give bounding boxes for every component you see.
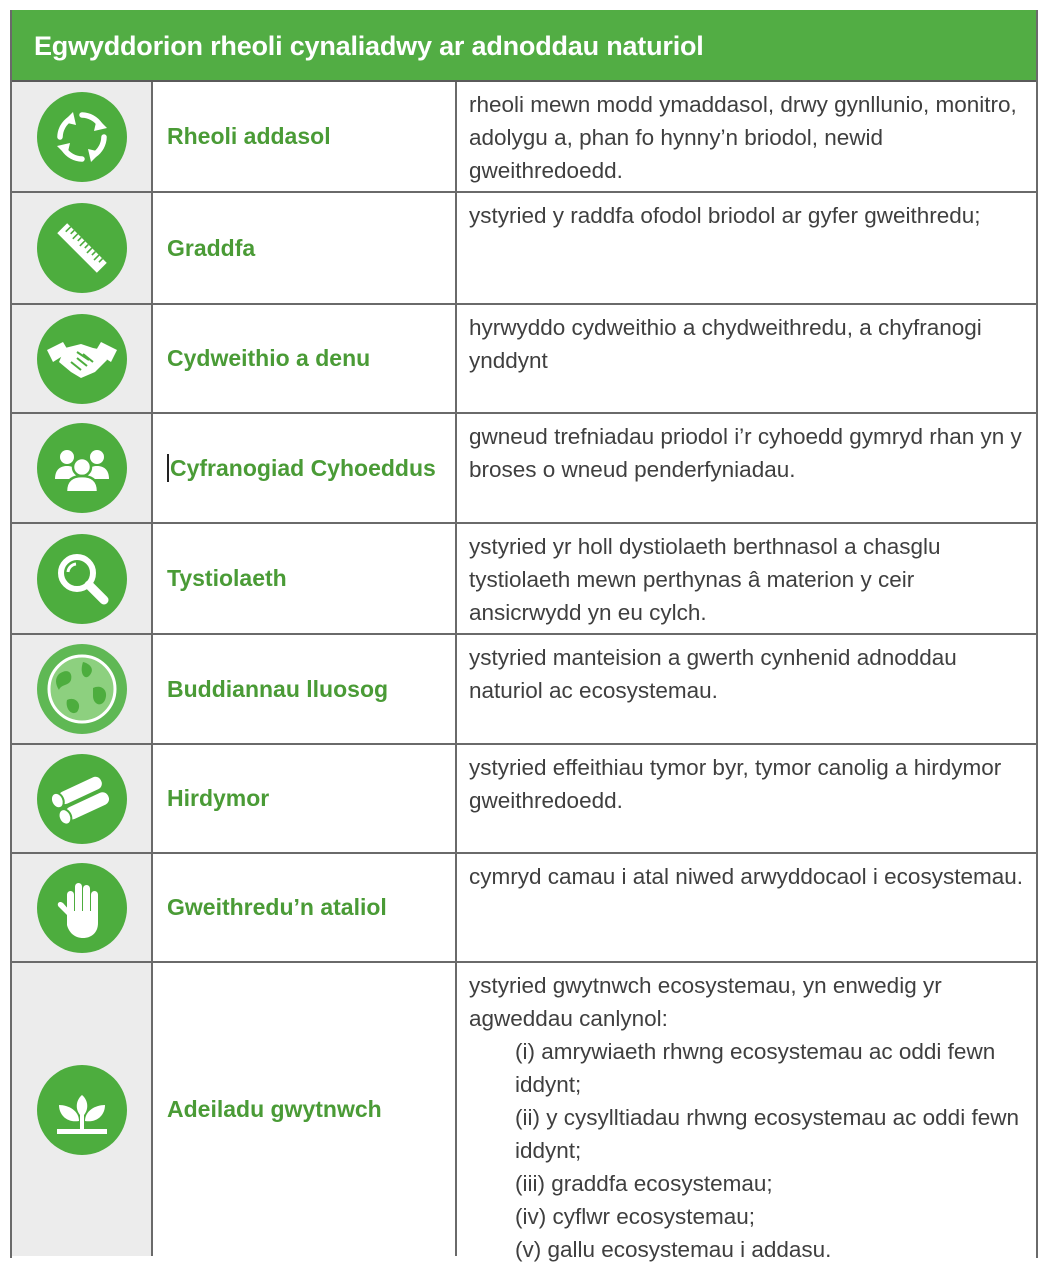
principle-description: ystyried yr holl dystiolaeth berthnasol a chasglu tystiolaeth mewn perthynas â materion y ceir ansicrwydd yn eu cylch. — [469, 534, 941, 625]
globe-map-icon — [37, 644, 127, 734]
principle-description: rheoli mewn modd ymaddasol, drwy gynllunio, monitro, adolygu a, phan fo hynny’n briodol, newid gweithredoedd. — [469, 92, 1017, 183]
table-row — [12, 414, 1036, 524]
list-item: (iv) cyflwr ecosystemau; — [515, 1204, 756, 1229]
table-row — [12, 524, 1036, 635]
principle-description — [457, 963, 1036, 1262]
principle-description: gwneud trefniadau priodol i’r cyhoedd gymryd rhan yn y broses o wneud penderfyniadau. — [469, 424, 1022, 482]
principle-name: Cyfranogiad Cyhoeddus — [153, 414, 457, 522]
principle-name: Adeiladu gwytnwch — [153, 963, 457, 1256]
principle-description: ystyried y raddfa ofodol briodol ar gyfer gweithredu; — [469, 203, 981, 228]
principle-description: hyrwyddo cydweithio a chydweithredu, a chyfranogi ynddynt — [469, 315, 982, 373]
magnifying-glass-icon — [37, 534, 127, 624]
description-intro: ystyried gwytnwch ecosystemau, yn enwedig yr agweddau canlynol: — [469, 973, 942, 1031]
principle-description: cymryd camau i atal niwed arwyddocaol i ecosystemau. — [469, 864, 1023, 889]
principles-table — [10, 10, 1038, 1262]
table-row — [12, 854, 1036, 963]
list-item: (i) amrywiaeth rhwng ecosystemau ac oddi fewn iddynt; — [515, 1039, 996, 1097]
principle-name: Buddiannau lluosog — [153, 635, 457, 743]
text-cursor — [167, 454, 169, 482]
principle-name: Graddfa — [153, 193, 457, 303]
stop-hand-icon — [37, 863, 127, 953]
binoculars-icon — [37, 754, 127, 844]
principle-description: ystyried effeithiau tymor byr, tymor canolig a hirdymor gweithredoedd. — [469, 755, 1002, 813]
table-row — [12, 963, 1036, 1262]
handshake-icon — [37, 314, 127, 404]
arrows-cycle-icon — [37, 92, 127, 182]
table-row — [12, 635, 1036, 745]
principle-name: Hirdymor — [153, 745, 457, 852]
table-row — [12, 193, 1036, 305]
principle-name: Cydweithio a denu — [153, 305, 457, 412]
table-title: Egwyddorion rheoli cynaliadwy ar adnoddau naturiol — [12, 10, 1036, 82]
ruler-icon — [37, 203, 127, 293]
table-row — [12, 745, 1036, 854]
table-row — [12, 82, 1036, 193]
principle-name: Rheoli addasol — [153, 82, 457, 191]
principle-description: ystyried manteision a gwerth cynhenid adnoddau naturiol ac ecosystemau. — [469, 645, 957, 703]
seedling-icon — [37, 1065, 127, 1155]
list-item: (ii) y cysylltiadau rhwng ecosystemau ac oddi fewn iddynt; — [515, 1105, 1019, 1163]
people-group-icon — [37, 423, 127, 513]
list-item: (iii) graddfa ecosystemau; — [515, 1171, 773, 1196]
list-item: (v) gallu ecosystemau i addasu. — [515, 1237, 832, 1262]
principle-name: Gweithredu’n ataliol — [153, 854, 457, 961]
table-row — [12, 305, 1036, 414]
principle-name: Tystiolaeth — [153, 524, 457, 633]
